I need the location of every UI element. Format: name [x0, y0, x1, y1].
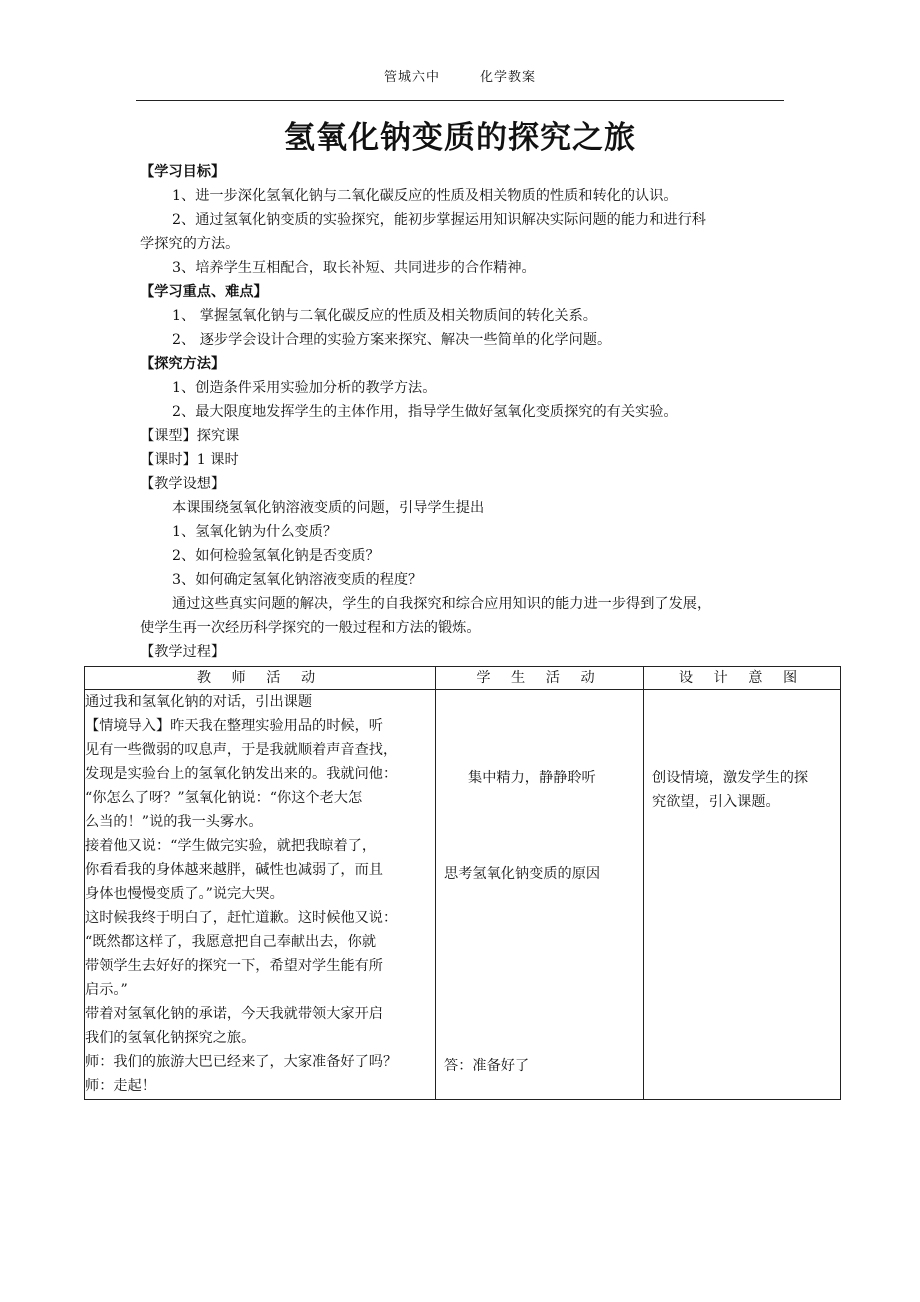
lesson-hours: 【课时】1 课时	[140, 452, 239, 468]
idea-item: 2、如何检验氢氧化钠是否变质？	[172, 548, 380, 564]
teacher-line: 带着对氢氧化钠的承诺，今天我就带领大家开启	[85, 1006, 383, 1022]
goals-heading: 【学习目标】	[140, 164, 226, 180]
teacher-line: 么当的！”说的我一头雾水。	[85, 814, 263, 830]
teacher-line: 发现是实验台上的氢氧化钠发出来的。我就问他：	[85, 766, 398, 782]
header-school: 管城六中	[383, 70, 440, 85]
key-point-item: 1、 掌握氢氧化钠与二氧化碳反应的性质及相关物质间的转化关系。	[172, 308, 597, 324]
process-heading: 【教学过程】	[140, 644, 226, 660]
teacher-line: 师：走起！	[85, 1078, 156, 1094]
student-activity-header: 学 生 活 动	[436, 667, 644, 690]
process-table	[84, 666, 841, 1100]
method-item: 2、最大限度地发挥学生的主体作用，指导学生做好氢氧化变质探究的有关实验。	[172, 404, 678, 420]
key-point-item: 2、 逐步学会设计合理的实验方案来探究、解决一些简单的化学问题。	[172, 332, 612, 348]
teacher-activity-cell	[85, 690, 436, 1100]
design-line: 创设情境，激发学生的探	[652, 770, 809, 786]
header-subject: 化学教案	[480, 70, 537, 85]
teacher-line: 师：我们的旅游大巴已经来了，大家准备好了吗？	[85, 1054, 398, 1070]
page-title: 氢氧化钠变质的探究之旅	[284, 120, 636, 156]
teacher-line: “既然都这样了，我愿意把自己奉献出去，你就	[85, 934, 377, 950]
teacher-line: 身体也慢慢变质了。”说完大哭。	[85, 886, 284, 902]
student-activity-cell	[436, 690, 644, 1100]
student-line-answer: 答：准备好了	[444, 1058, 530, 1074]
idea-heading: 【教学设想】	[140, 476, 226, 492]
idea-item: 通过这些真实问题的解决，学生的自我探究和综合应用知识的能力进一步得到了发展，	[172, 596, 712, 612]
method-item: 1、创造条件采用实验加分析的教学方法。	[172, 380, 437, 396]
idea-item: 本课围绕氢氧化钠溶液变质的问题，引导学生提出	[172, 500, 485, 516]
teacher-line: 见有一些微弱的叹息声，于是我就顺着声音查找，	[85, 742, 398, 758]
teacher-line: 【情境导入】昨天我在整理实验用品的时候，听	[85, 718, 383, 734]
teacher-line: 带领学生去好好的探究一下，希望对学生能有所	[85, 958, 383, 974]
page-header	[0, 66, 920, 85]
lesson-type: 【课型】探究课	[140, 428, 240, 444]
goal-item-continued: 学探究的方法。	[140, 236, 240, 252]
idea-item: 1、氢氧化钠为什么变质？	[172, 524, 338, 540]
goal-item: 3、培养学生互相配合，取长补短、共同进步的合作精神。	[172, 260, 536, 276]
design-intent-header: 设 计 意 图	[644, 667, 841, 690]
lesson-body	[140, 160, 790, 664]
goal-item: 1、进一步深化氢氧化钠与二氧化碳反应的性质及相关物质的性质和转化的认识。	[172, 188, 678, 204]
header-rule	[136, 100, 784, 101]
teacher-line: 接着他又说：“学生做完实验，就把我晾着了，	[85, 838, 377, 854]
design-intent-cell	[644, 690, 841, 1100]
design-line: 究欲望，引入课题。	[652, 794, 780, 810]
teacher-line: 我们的氢氧化钠探究之旅。	[85, 1030, 256, 1046]
idea-item: 3、如何确定氢氧化钠溶液变质的程度？	[172, 572, 423, 588]
goal-item: 2、通过氢氧化钠变质的实验探究，能初步掌握运用知识解决实际问题的能力和进行科	[172, 212, 706, 228]
teacher-activity-header: 教 师 活 动	[85, 667, 436, 690]
method-heading: 【探究方法】	[140, 356, 226, 372]
table-header-row	[85, 667, 841, 690]
idea-item-continued: 使学生再一次经历科学探究的一般过程和方法的锻炼。	[140, 620, 481, 636]
table-row	[85, 690, 841, 1100]
teacher-line: “你怎么了呀？”氢氧化钠说：“你这个老大怎	[85, 790, 363, 806]
teacher-line: 通过我和氢氧化钠的对话，引出课题	[85, 694, 313, 710]
student-line-listen: 集中精力，静静聆听	[468, 770, 596, 786]
key-points-heading: 【学习重点、难点】	[140, 284, 268, 300]
teacher-line: 你看看我的身体越来越胖，碱性也减弱了，而且	[85, 862, 383, 878]
teacher-line: 启示。”	[85, 982, 128, 998]
teacher-line: 这时候我终于明白了，赶忙道歉。这时候他又说：	[85, 910, 398, 926]
student-line-think: 思考氢氧化钠变质的原因	[444, 866, 601, 882]
